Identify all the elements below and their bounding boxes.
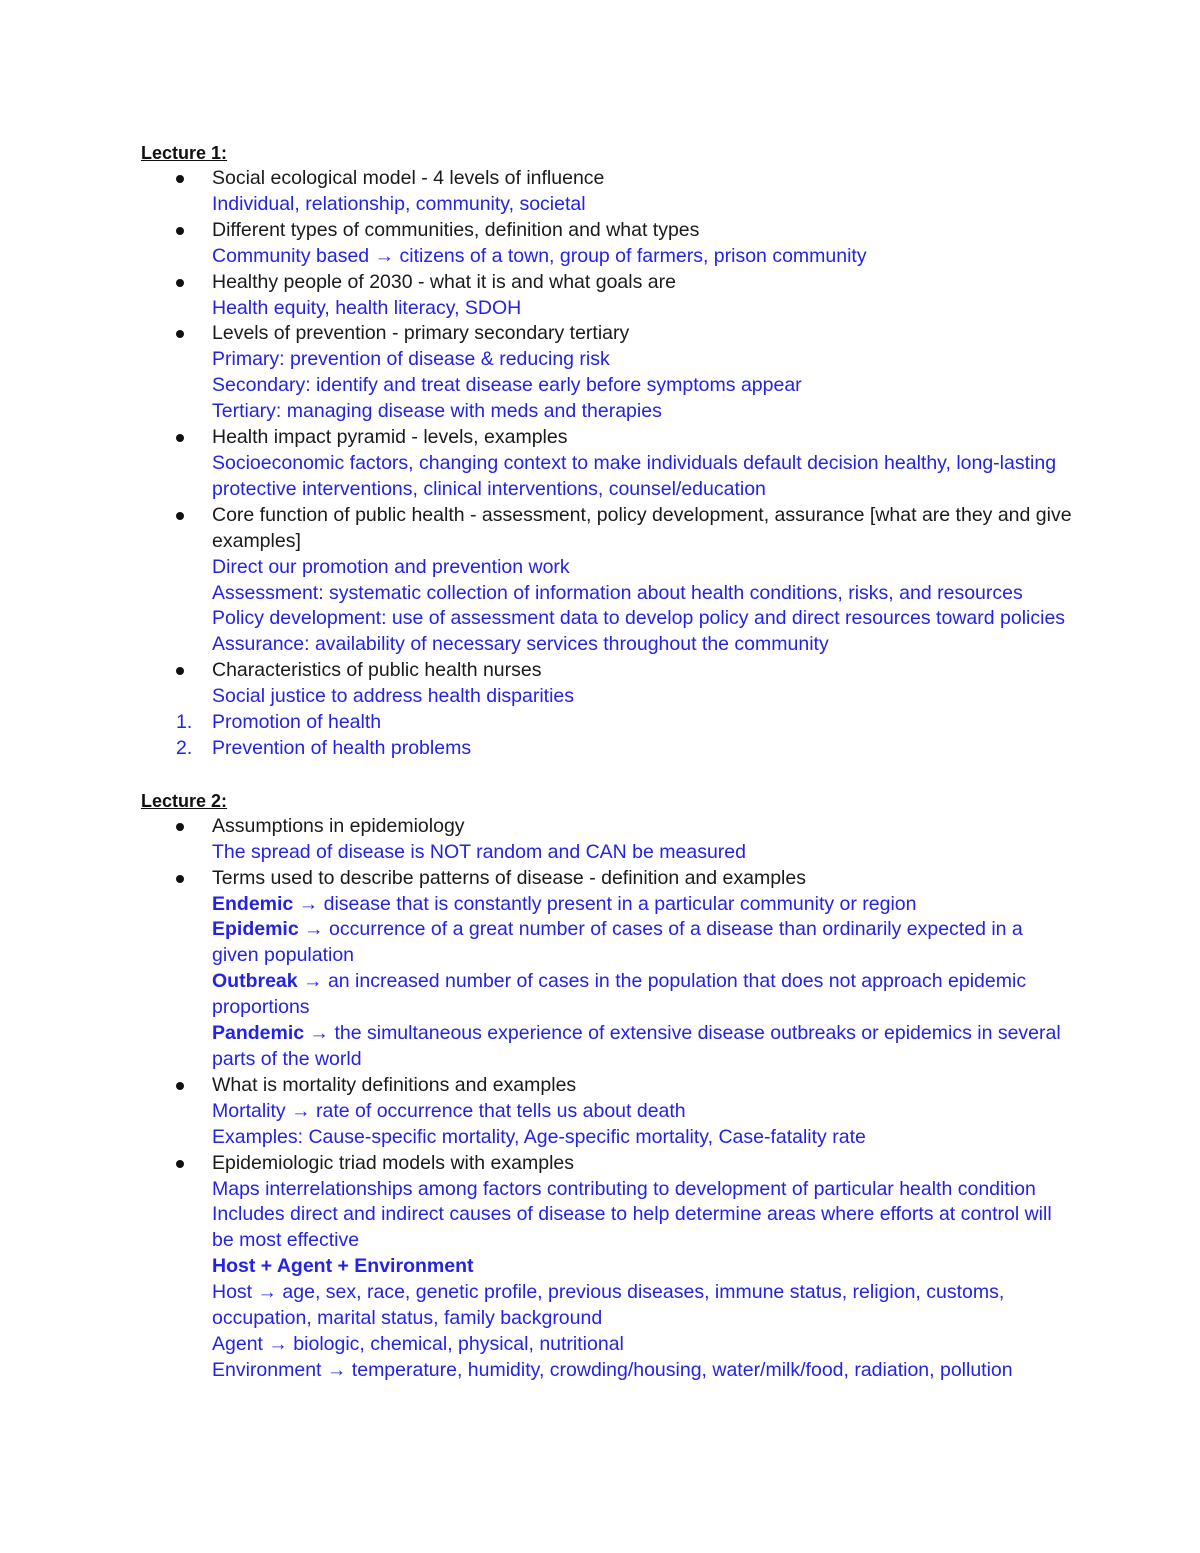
bullet-icon xyxy=(176,330,184,338)
list-item xyxy=(0,503,1072,658)
definition-epidemic xyxy=(212,917,1072,969)
bullet-icon xyxy=(176,512,184,520)
document-body xyxy=(0,140,1200,1384)
item-answer: Secondary: identify and treat disease early before symptoms appear xyxy=(212,374,802,397)
list-item xyxy=(0,1073,1072,1151)
term-definition: → an increased number of cases in the population that does not approach epidemic proportions xyxy=(212,970,1027,1019)
bullet-icon xyxy=(176,875,184,883)
definition-outbreak xyxy=(212,969,1072,1021)
item-answer: Individual, relationship, community, societal xyxy=(212,192,586,215)
item-answer: Maps interrelationships among factors contributing to development of particular health condition xyxy=(212,1177,1036,1200)
definition-endemic xyxy=(212,892,1072,918)
bullet-icon xyxy=(176,279,184,287)
item-answer: Policy development: use of assessment data to develop policy and direct resources toward policies xyxy=(212,607,1066,630)
term-label: Endemic xyxy=(212,892,294,915)
bullet-icon xyxy=(176,227,184,235)
term-label: Epidemic xyxy=(212,918,299,941)
list-item xyxy=(0,321,1072,425)
numbered-text: Promotion of health xyxy=(212,711,382,734)
term-label: Outbreak xyxy=(212,970,298,993)
bullet-icon xyxy=(176,667,184,675)
item-answer: Direct our promotion and prevention work xyxy=(212,555,570,578)
item-prompt: Levels of prevention - primary secondary tertiary xyxy=(212,322,630,345)
item-answer: Agent → biologic, chemical, physical, nutritional xyxy=(212,1332,624,1355)
item-answer: Includes direct and indirect causes of disease to help determine areas where efforts at control will be most effective xyxy=(212,1203,1052,1252)
list-item xyxy=(0,218,1072,270)
item-answer: Health equity, health literacy, SDOH xyxy=(212,296,522,319)
term-definition: → disease that is constantly present in a particular community or region xyxy=(293,892,917,915)
item-number: 1. xyxy=(176,711,193,734)
term-definition: → occurrence of a great number of cases of a disease than ordinarily expected in a given population xyxy=(212,918,1023,967)
item-answer: The spread of disease is NOT random and CAN be measured xyxy=(212,840,746,863)
item-prompt: Terms used to describe patterns of disease - definition and examples xyxy=(212,866,806,889)
bullet-icon xyxy=(176,823,184,831)
item-answer: Examples: Cause-specific mortality, Age-specific mortality, Case-fatality rate xyxy=(212,1125,866,1148)
item-prompt: What is mortality definitions and examples xyxy=(212,1073,577,1096)
term-label: Pandemic xyxy=(212,1022,305,1045)
item-prompt: Health impact pyramid - levels, examples xyxy=(212,426,568,449)
list-item xyxy=(0,425,1072,503)
item-prompt: Healthy people of 2030 - what it is and what goals are xyxy=(212,270,676,293)
bullet-icon xyxy=(176,434,184,442)
list-item xyxy=(0,1151,1072,1384)
section-heading: Lecture 1: xyxy=(141,143,228,163)
item-answer: Community based → citizens of a town, group of farmers, prison community xyxy=(212,244,867,267)
item-answer: Assurance: availability of necessary services throughout the community xyxy=(212,633,829,656)
item-prompt: Social ecological model - 4 levels of influence xyxy=(212,167,605,189)
list-item xyxy=(0,866,1072,1073)
item-prompt: Assumptions in epidemiology xyxy=(212,814,465,837)
term-definition: → the simultaneous experience of extensive disease outbreaks or epidemics in several parts of the world xyxy=(212,1022,1061,1070)
triad-heading xyxy=(212,1254,1072,1280)
definition-pandemic xyxy=(212,1021,1072,1073)
item-answer: Host → age, sex, race, genetic profile, previous diseases, immune status, religion, customs, occupation, marital status, family background xyxy=(212,1281,1005,1330)
section-gap xyxy=(0,762,1200,788)
section-heading: Lecture 2: xyxy=(141,790,228,811)
numbered-text: Prevention of health problems xyxy=(212,736,472,759)
numbered-item xyxy=(0,736,1072,762)
item-prompt: Core function of public health - assessment, policy development, assurance [what are they and give examples] xyxy=(212,503,1072,552)
list-item xyxy=(0,270,1072,322)
bullet-icon xyxy=(176,1160,184,1168)
item-number: 2. xyxy=(176,736,193,759)
list-item xyxy=(0,814,1072,866)
numbered-item xyxy=(0,710,1072,736)
list-item xyxy=(0,658,1072,710)
item-answer: Environment → temperature, humidity, crowding/housing, water/milk/food, radiation, pollution xyxy=(212,1358,1013,1381)
item-prompt: Different types of communities, definition and what types xyxy=(212,218,700,241)
bullet-icon xyxy=(176,175,184,183)
item-answer: Mortality → rate of occurrence that tells us about death xyxy=(212,1099,686,1122)
list-item xyxy=(0,166,1072,218)
item-answer: Social justice to address health disparities xyxy=(212,685,575,708)
triad-label: Host + Agent + Environment xyxy=(212,1255,474,1278)
item-prompt: Epidemiologic triad models with examples xyxy=(212,1151,574,1174)
item-prompt: Characteristics of public health nurses xyxy=(212,659,542,682)
item-answer: Assessment: systematic collection of information about health conditions, risks, and resources xyxy=(212,581,1023,604)
bullet-icon xyxy=(176,1082,184,1090)
item-answer: Socioeconomic factors, changing context to make individuals default decision healthy, long-lasting protective interventions, clinical interventions, counsel/education xyxy=(212,451,1057,500)
item-answer: Primary: prevention of disease & reducing risk xyxy=(212,348,610,371)
item-answer: Tertiary: managing disease with meds and therapies xyxy=(212,400,662,423)
